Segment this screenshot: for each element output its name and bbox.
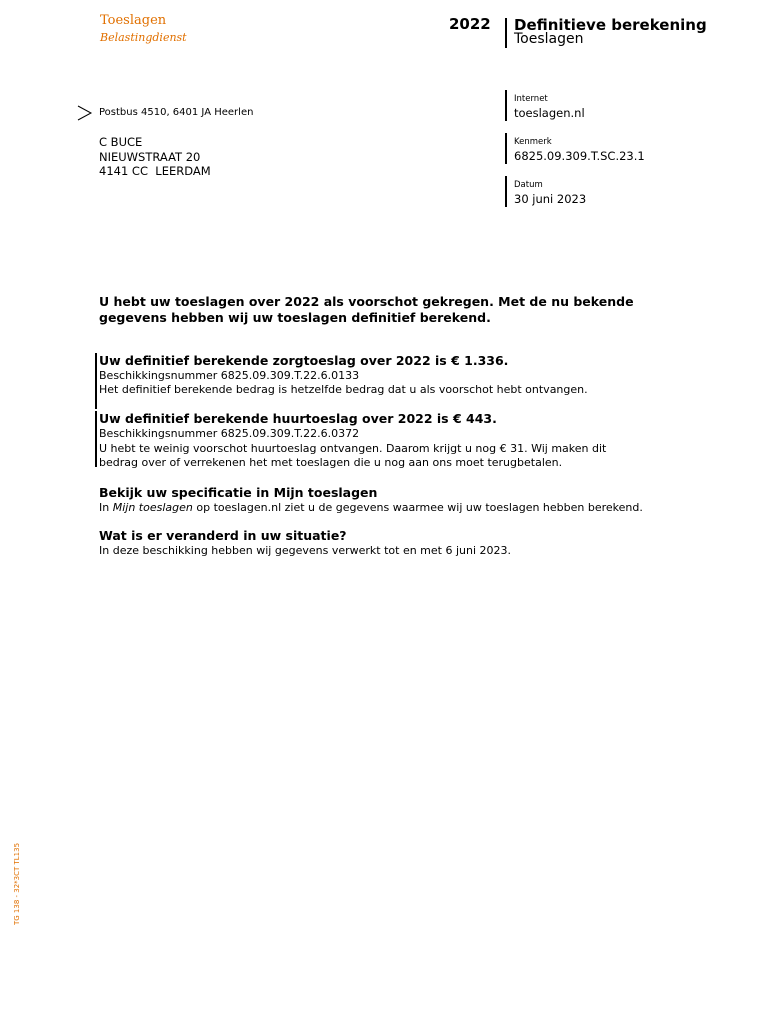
return-address: Postbus 4510, 6401 JA Heerlen — [99, 107, 254, 118]
datum-value: 30 juni 2023 — [514, 192, 587, 206]
form-code: TG 138 - 32*3CT TL135 — [13, 842, 21, 925]
document-year: 2022 — [449, 15, 491, 33]
recipient-street: NIEUWSTRAAT 20 — [99, 150, 201, 164]
datum-label: Datum — [514, 180, 543, 190]
zorgtoeslag-number: Beschikkingsnummer 6825.09.309.T.22.6.0133 — [99, 369, 360, 382]
meta-divider — [505, 90, 507, 121]
internet-label: Internet — [514, 94, 548, 104]
huurtoeslag-text-line2: bedrag over of verrekenen het met toeslagen die u nog aan ons moet terugbetalen. — [99, 456, 563, 469]
zorgtoeslag-heading: Uw definitief berekende zorgtoeslag over 2022 is € 1.336. — [99, 353, 509, 368]
specificatie-text: In Mijn toeslagen op toeslagen.nl ziet u de gegevens waarmee wij uw toeslagen hebben berekend. — [99, 501, 643, 514]
situatie-heading: Wat is er veranderd in uw situatie? — [99, 528, 347, 543]
document-subtitle: Toeslagen — [514, 31, 584, 47]
brand-subtitle: Belastingdienst — [100, 31, 187, 44]
return-arrow-icon — [77, 104, 93, 122]
meta-divider — [505, 133, 507, 164]
header-divider — [505, 18, 507, 48]
huurtoeslag-text-line1: U hebt te weinig voorschot huurtoeslag ontvangen. Daarom krijgt u nog € 31. Wij maken dit — [99, 442, 607, 455]
recipient-city: 4141 CC LEERDAM — [99, 164, 211, 178]
huurtoeslag-number: Beschikkingsnummer 6825.09.309.T.22.6.0372 — [99, 427, 360, 440]
kenmerk-value: 6825.09.309.T.SC.23.1 — [514, 149, 645, 163]
mijn-toeslagen-emphasis: Mijn toeslagen — [112, 501, 193, 514]
document-title: Definitieve berekening — [514, 16, 707, 34]
specificatie-heading: Bekijk uw specificatie in Mijn toeslagen — [99, 485, 378, 500]
kenmerk-label: Kenmerk — [514, 137, 552, 147]
recipient-name: C BUCE — [99, 135, 143, 149]
section-divider — [95, 353, 97, 409]
internet-value: toeslagen.nl — [514, 106, 585, 120]
zorgtoeslag-text: Het definitief berekende bedrag is hetzelfde bedrag dat u als voorschot hebt ontvangen. — [99, 383, 588, 396]
intro-paragraph: U hebt uw toeslagen over 2022 als voorschot gekregen. Met de nu bekende gegevens hebben wij uw toeslagen definitief berekend. — [99, 294, 634, 325]
brand-name: Toeslagen — [100, 13, 167, 28]
huurtoeslag-heading: Uw definitief berekende huurtoeslag over 2022 is € 443. — [99, 411, 497, 426]
situatie-text: In deze beschikking hebben wij gegevens verwerkt tot en met 6 juni 2023. — [99, 544, 512, 557]
section-divider — [95, 411, 97, 467]
meta-divider — [505, 176, 507, 207]
